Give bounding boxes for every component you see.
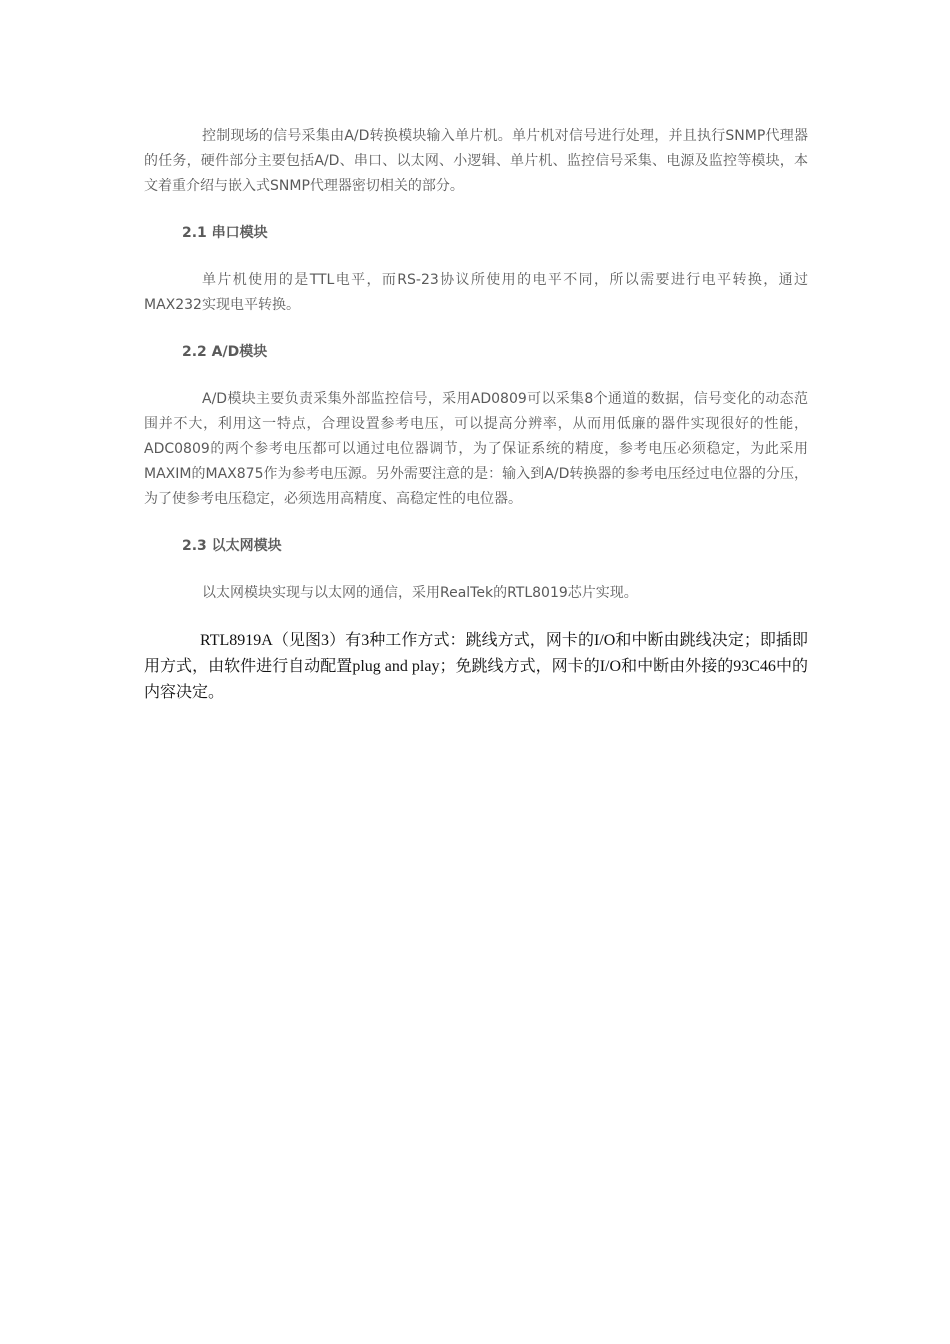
section-heading-ethernet: 2.3 以太网模块 [182,538,282,554]
intro-paragraph: 控制现场的信号采集由A/D转换模块输入单片机。单片机对信号进行处理，并且执行SNMP代理器的任务，硬件部分主要包括A/D、串口、以太网、小逻辑、单片机、监控信号采集、电源及监控等模块，本文着重介绍与嵌入式SNMP代理器密切相关的部分。 [144,128,808,194]
section-body-ethernet: 以太网模块实现与以太网的通信，采用RealTek的RTL8019芯片实现。 [202,585,638,601]
closing-paragraph: RTL8919A（见图3）有3种工作方式：跳线方式，网卡的I/O和中断由跳线决定；即插即用方式，由软件进行自动配置plug and play；免跳线方式，网卡的I/O和中断由外接的93C46中的内容决定。 [144,632,808,701]
document-content [144,124,808,706]
section-heading-ad: 2.2 A/D模块 [182,344,268,360]
section-heading-serial: 2.1 串口模块 [182,225,268,241]
section-body-ad: A/D模块主要负责采集外部监控信号，采用AD0809可以采集8个通道的数据，信号变化的动态范围并不大，利用这一特点，合理设置参考电压，可以提高分辨率，从而用低廉的器件实现很好的性能，ADC0809的两个参考电压都可以通过电位器调节，为了保证系统的精度，参考电压必须稳定，为此采用MAXIM的MAX875作为参考电压源。另外需要注意的是：输入到A/D转换器的参考电压经过电位器的分压，为了使参考电压稳定，必须选用高精度、高稳定性的电位器。 [144,391,808,507]
section-body-serial: 单片机使用的是TTL电平，而RS-23协议所使用的电平不同，所以需要进行电平转换，通过MAX232实现电平转换。 [144,272,808,313]
